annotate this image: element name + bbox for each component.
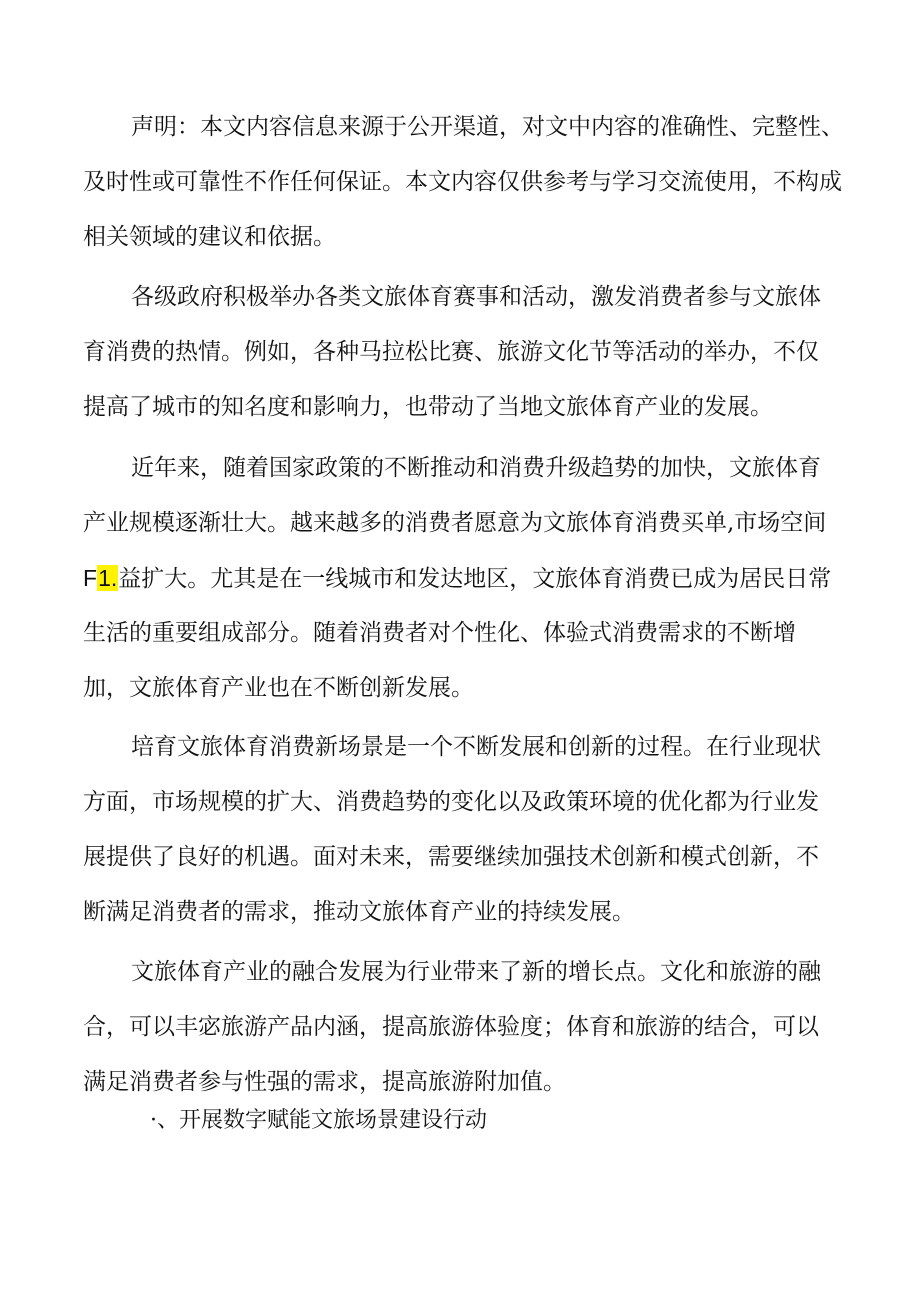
text-line: 文旅体育产业的融合发展为行业带来了新的增长点。文化和旅游的融 [131, 959, 821, 985]
text-line: 加，文旅体育产业也在不断创新发展。 [83, 675, 474, 701]
text-line: 生活的重要组成部分。随着消费者对个性化、体验式消费需求的不断增 [83, 620, 796, 646]
text-line: 培育文旅体育消费新场景是一个不断发展和创新的过程。在行业现状 [131, 734, 821, 760]
text-line-marked [83, 563, 831, 593]
text-line: 提高了城市的知名度和影响力，也带动了当地文旅体育产业的发展。 [83, 394, 773, 420]
text-line: 育消费的热情。例如，各种马拉松比赛、旅游文化节等活动的举办，不仅 [83, 339, 819, 365]
section-heading: ·、开展数字赋能文旅场景建设行动 [150, 1108, 487, 1133]
text-line: 及时性或可靠性不作任何保证。本文内容仅供参考与学习交流使用，不构成 [83, 169, 842, 195]
marker-prefix: F [83, 565, 98, 591]
text-line: 合，可以丰宓旅游产品内涵，提高旅游体验度；体育和旅游的结合，可以 [83, 1014, 819, 1040]
text-line: 满足消费者参与性强的需求，提高旅游附加值。 [83, 1069, 566, 1095]
text-line: 相关领域的建议和依据。 [83, 224, 336, 250]
text-line: 方面，市场规模的扩大、消费趋势的变化以及政策环境的优化都为行业发 [83, 789, 819, 815]
text-line: 各级政府积极举办各类文旅体育赛事和活动，激发消费者参与文旅体 [131, 284, 821, 310]
text-line: 声明：本文内容信息来源于公开渠道，对文中内容的准确性、完整性、 [131, 114, 844, 140]
text-line: 产业规模逐渐壮大。越来越多的消费者愿意为文旅体育消费买单,市场空间 [83, 510, 827, 536]
marked-line-rest: 益扩大。尤其是在一线城市和发达地区，文旅体育消费已成为居民日常 [118, 566, 832, 592]
text-line: 断满足消费者的需求，推动文旅体育产业的持续发展。 [83, 899, 635, 925]
text-line: 展提供了良好的机遇。面对未来，需要继续加强技术创新和模式创新，不 [83, 844, 819, 870]
text-line: 近年来，随着国家政策的不断推动和消费升级趋势的加快，文旅体育 [131, 455, 821, 481]
highlight-marker: 1. [98, 565, 118, 591]
